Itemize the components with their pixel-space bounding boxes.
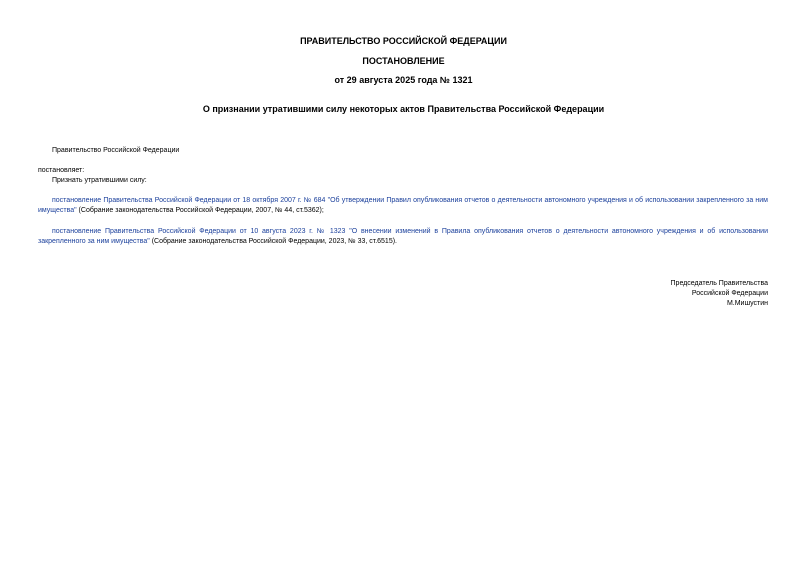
signature-position-line1: Председатель Правительства: [670, 280, 768, 287]
document-title: О признании утратившими силу некоторых актов Правительства Российской Федерации: [202, 104, 605, 114]
repealed-act-item: [38, 196, 768, 216]
signature-name: М.Мишустин: [726, 300, 768, 307]
decides-text: постановляет:: [38, 167, 85, 174]
document-date-number: от 29 августа 2025 года № 1321: [334, 75, 473, 85]
repealed-act-link[interactable]: постановление Правительства Российской Федерации от 18 октября 2007 г. № 684 "Об утверждении Правил опубликования отчетов о деятельности автономного учреждения и об использовании закрепленного за ним имущества": [38, 197, 768, 214]
intro-text: Правительство Российской Федерации: [52, 147, 180, 154]
repealed-act-source: (Собрание законодательства Российской Федерации, 2023, № 33, ст.6515).: [149, 238, 397, 245]
repealed-act-item: [38, 227, 768, 247]
document-type-heading: ПОСТАНОВЛЕНИЕ: [362, 56, 445, 66]
signature-position-line2: Российской Федерации: [691, 290, 768, 297]
government-heading: ПРАВИТЕЛЬСТВО РОССИЙСКОЙ ФЕДЕРАЦИИ: [300, 36, 507, 46]
repealed-act-link[interactable]: постановление Правительства Российской Федерации от 10 августа 2023 г. № 1323 "О внесении изменений в Правила опубликования отчетов о деятельности автономного учреждения и об использовании закрепленного за ним имущества": [38, 228, 768, 245]
recognize-text: Признать утратившими силу:: [52, 177, 147, 184]
repealed-act-source: (Собрание законодательства Российской Федерации, 2007, № 44, ст.5362);: [76, 207, 324, 214]
